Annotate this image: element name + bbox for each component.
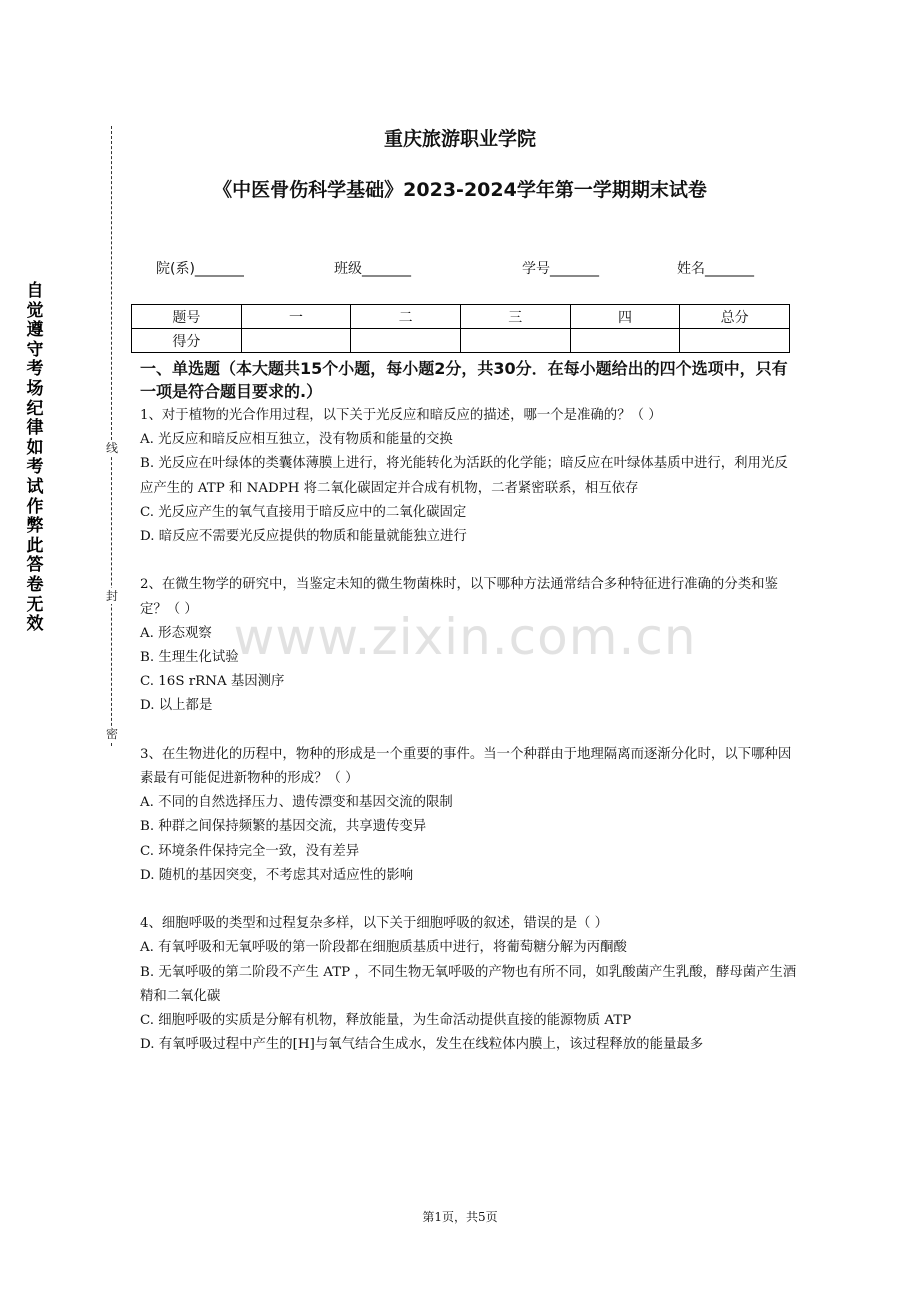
option-a: A. 有氧呼吸和无氧呼吸的第一阶段都在细胞质基质中进行，将葡萄糖分解为丙酮酸 [140,940,627,956]
department-field: 院(系)_______ [156,261,244,277]
question-4 [140,912,800,1057]
score-table-header: 总分 [680,305,790,329]
question-3 [140,743,800,888]
score-cell[interactable] [351,329,461,353]
option-d: D. 随机的基因突变，不考虑其对适应性的影响 [140,867,414,883]
score-table-header-row [132,305,790,329]
student-id-field: 学号_______ [522,261,599,277]
option-d: D. 暗反应不需要光反应提供的物质和能量就能独立进行 [140,529,467,545]
score-table-header: 四 [570,305,680,329]
score-cell[interactable] [680,329,790,353]
score-table-score-row [132,329,790,353]
exam-discipline-notice: 自觉遵守考场纪律如考试作弊此答卷无效 [26,281,44,635]
name-field: 姓名_______ [677,261,754,277]
section-heading: 一、单选题（本大题共15个小题，每小题2分，共30分．在每小题给出的四个选项中，只有一项是符合题目要求的.） [140,359,788,401]
school-name: 重庆旅游职业学院 [383,128,536,150]
score-row-label: 得分 [132,329,242,353]
score-table [131,304,790,353]
score-cell[interactable] [241,329,351,353]
option-c: C. 16S rRNA 基因测序 [140,674,285,690]
option-c: C. 光反应产生的氧气直接用于暗反应中的二氧化碳固定 [140,504,467,520]
question-stem: 1、对于植物的光合作用过程，以下关于光反应和暗反应的描述，哪一个是准确的？（ ） [140,408,662,423]
class-field: 班级_______ [334,261,411,277]
watermark: www.zixin.com.cn [233,608,697,666]
score-cell[interactable] [460,329,570,353]
question-list [140,404,800,1082]
score-table-header: 题号 [132,305,242,329]
option-b: B. 种群之间保持频繁的基因交流，共享遗传变异 [140,819,427,835]
seal-mark-secret: 密 [105,727,118,741]
option-b: B. 生理生化试验 [140,650,239,666]
score-table-header: 二 [351,305,461,329]
option-c: C. 细胞呼吸的实质是分解有机物，释放能量，为生命活动提供直接的能源物质 ATP [140,1013,632,1029]
option-d: D. 有氧呼吸过程中产生的[H]与氧气结合生成水，发生在线粒体内膜上，该过程释放的能量最多 [140,1037,704,1053]
option-a: A. 光反应和暗反应相互独立，没有物质和能量的交换 [140,432,453,448]
question-stem: 2、在微生物学的研究中，当鉴定未知的微生物菌株时，以下哪种方法通常结合多种特征进行准确的分类和鉴定？（ ） [140,577,778,617]
option-a: A. 不同的自然选择压力、遗传漂变和基因交流的限制 [140,795,453,811]
score-table-header: 三 [460,305,570,329]
page-footer: 第1页，共5页 [422,1210,498,1224]
score-cell[interactable] [570,329,680,353]
seal-mark-line: 线 [105,441,118,455]
seal-dashed-line [111,126,112,746]
student-info-row [0,258,920,280]
exam-title: 《中医骨伤科学基础》2023-2024学年第一学期期末试卷 [213,179,707,201]
question-stem: 4、细胞呼吸的类型和过程复杂多样，以下关于细胞呼吸的叙述，错误的是（ ） [140,916,609,932]
score-table-header: 一 [241,305,351,329]
option-a: A. 形态观察 [140,625,212,641]
question-stem: 3、在生物进化的历程中，物种的形成是一个重要的事件。当一个种群由于地理隔离而逐渐分化时，以下哪种因素最有可能促进新物种的形成？（ ） [140,746,792,787]
option-c: C. 环境条件保持完全一致，没有差异 [140,843,360,859]
question-1 [140,404,800,549]
option-b: B. 无氧呼吸的第二阶段不产生 ATP ，不同生物无氧呼吸的产物也有所不同，如乳酸菌产生乳酸，酵母菌产生酒精和二氧化碳 [140,964,797,1004]
option-b: B. 光反应在叶绿体的类囊体薄膜上进行，将光能转化为活跃的化学能；暗反应在叶绿体基质中进行，利用光反应产生的 ATP 和 NADPH 将二氧化碳固定并合成有机物，二者紧密联系，相互依存 [140,456,788,496]
seal-mark-seal: 封 [105,589,118,603]
question-2 [140,573,800,718]
option-d: D. 以上都是 [140,698,213,714]
